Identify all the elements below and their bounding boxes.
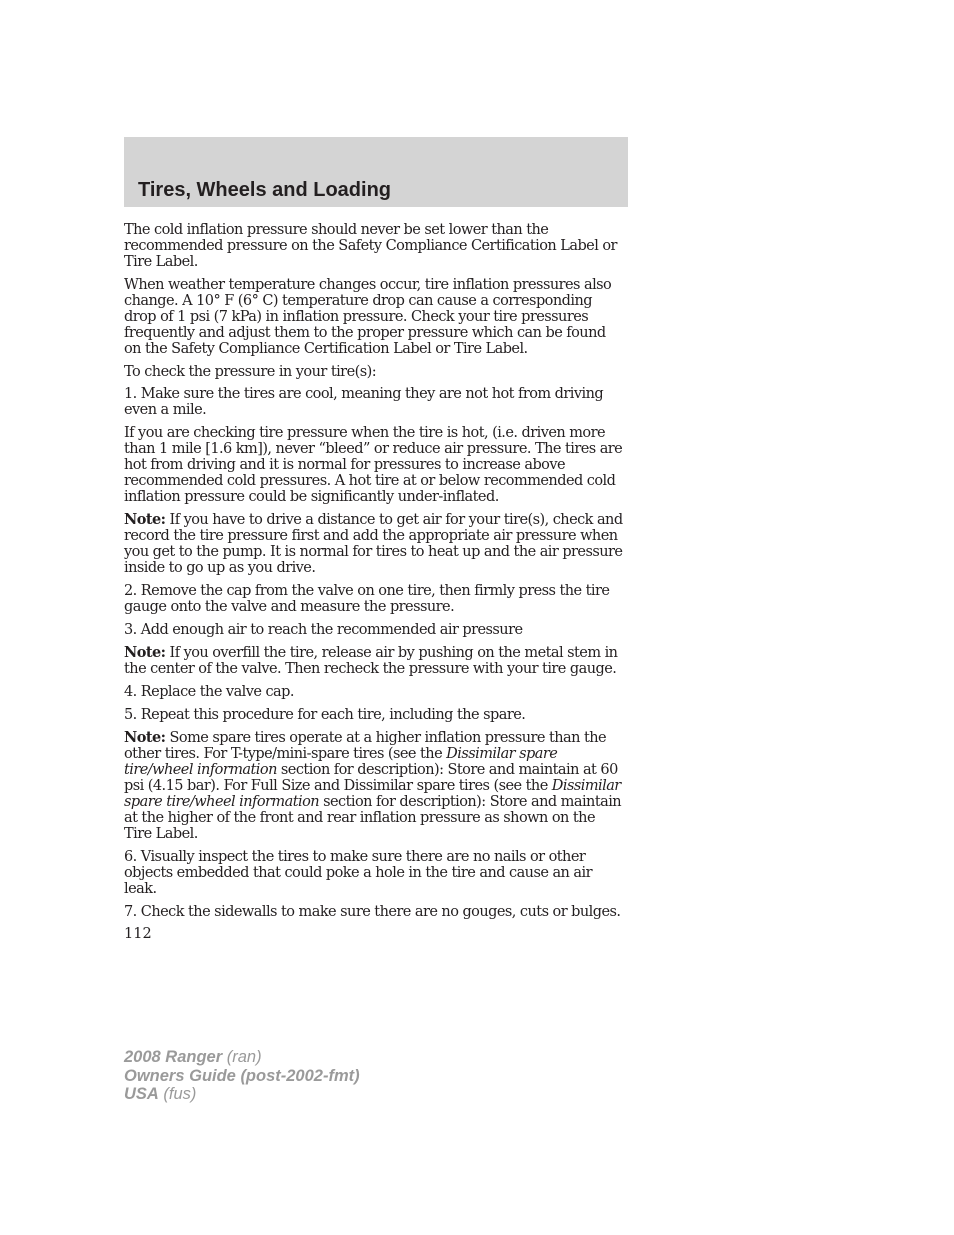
note-text: If you have to drive a distance to get air for your tire(s), check and record the tire pressure first and add the appropriate air pressure when you get to the pump. It is normal for tires to heat up and the air pressure inside to go up as you drive. — [124, 512, 623, 576]
note-label: Note: — [124, 729, 166, 746]
note-text: section for description): Store and maintain at the higher of the front and rear inflation pressure as shown on the Tire Label. — [124, 794, 622, 842]
paragraph-hot-tire: If you are checking tire pressure when the tire is hot, (i.e. driven more than 1 mile [1.6 km]), never “bleed” or reduce air pressure. The tires are hot from driving and it is normal for pressures to increase above recommended cold pressures. A hot tire at or below recommended cold inflation pressure could be significantly under-inflated. — [124, 425, 623, 505]
step-2: 2. Remove the cap from the valve on one tire, then firmly press the tire gauge onto the valve and measure the pressure. — [124, 583, 610, 615]
step-6: 6. Visually inspect the tires to make sure there are no nails or other objects embedded that could poke a hole in the tire and cause an air leak. — [124, 849, 592, 897]
cross-reference: Dissimilar spare tire/wheel information — [124, 778, 621, 810]
footer-line-market — [124, 1085, 360, 1104]
footer-guide: Owners Guide (post-2002-fmt) — [124, 1066, 360, 1085]
step-7: 7. Check the sidewalls to make sure there are no gouges, cuts or bulges. — [124, 904, 621, 920]
note-label: Note: — [124, 644, 166, 661]
footer-market: USA — [124, 1085, 159, 1103]
cross-reference: Dissimilar spare tire/wheel information — [124, 746, 558, 778]
step-3: 3. Add enough air to reach the recommended air pressure — [124, 622, 523, 638]
note-overfill — [124, 645, 626, 677]
footer-market-code: (fus) — [158, 1085, 197, 1103]
paragraph-cold-inflation: The cold inflation pressure should never be set lower than the recommended pressure on the Safety Compliance Certification Label or Tire Label. — [124, 222, 617, 270]
document-footer — [124, 1048, 360, 1104]
section-title: Tires, Wheels and Loading — [138, 179, 392, 201]
page-number: 112 — [124, 926, 152, 942]
footer-model: 2008 Ranger — [124, 1048, 223, 1066]
step-5: 5. Repeat this procedure for each tire, including the spare. — [124, 707, 526, 723]
page-body — [124, 222, 626, 927]
footer-line-guide — [124, 1067, 360, 1086]
step-4: 4. Replace the valve cap. — [124, 684, 294, 700]
note-text: If you overfill the tire, release air by pushing on the metal stem in the center of the valve. Then recheck the pressure with your tire gauge. — [124, 645, 618, 677]
note-text: Some spare tires operate at a higher inflation pressure than the other tires. For T-type/mini-spare tires (see the — [124, 730, 607, 762]
note-spare-tires — [124, 730, 626, 842]
footer-model-code: (ran) — [222, 1048, 262, 1066]
step-1: 1. Make sure the tires are cool, meaning they are not hot from driving even a mile. — [124, 386, 604, 418]
paragraph-check-intro: To check the pressure in your tire(s): — [124, 364, 377, 380]
note-label: Note: — [124, 511, 166, 528]
note-text: section for description): Store and maintain at 60 psi (4.15 bar). For Full Size and Dissimilar spare tires (see the — [124, 762, 618, 794]
note-drive-distance — [124, 512, 626, 576]
footer-line-model — [124, 1048, 360, 1067]
paragraph-temperature-changes: When weather temperature changes occur, tire inflation pressures also change. A 10° F (6° C) temperature drop can cause a corresponding drop of 1 psi (7 kPa) in inflation pressure. Check your tire pressures frequently and adjust them to the proper pressure which can be found on the Safety Compliance Certification Label or Tire Label. — [124, 277, 612, 357]
section-header-band — [124, 137, 628, 207]
